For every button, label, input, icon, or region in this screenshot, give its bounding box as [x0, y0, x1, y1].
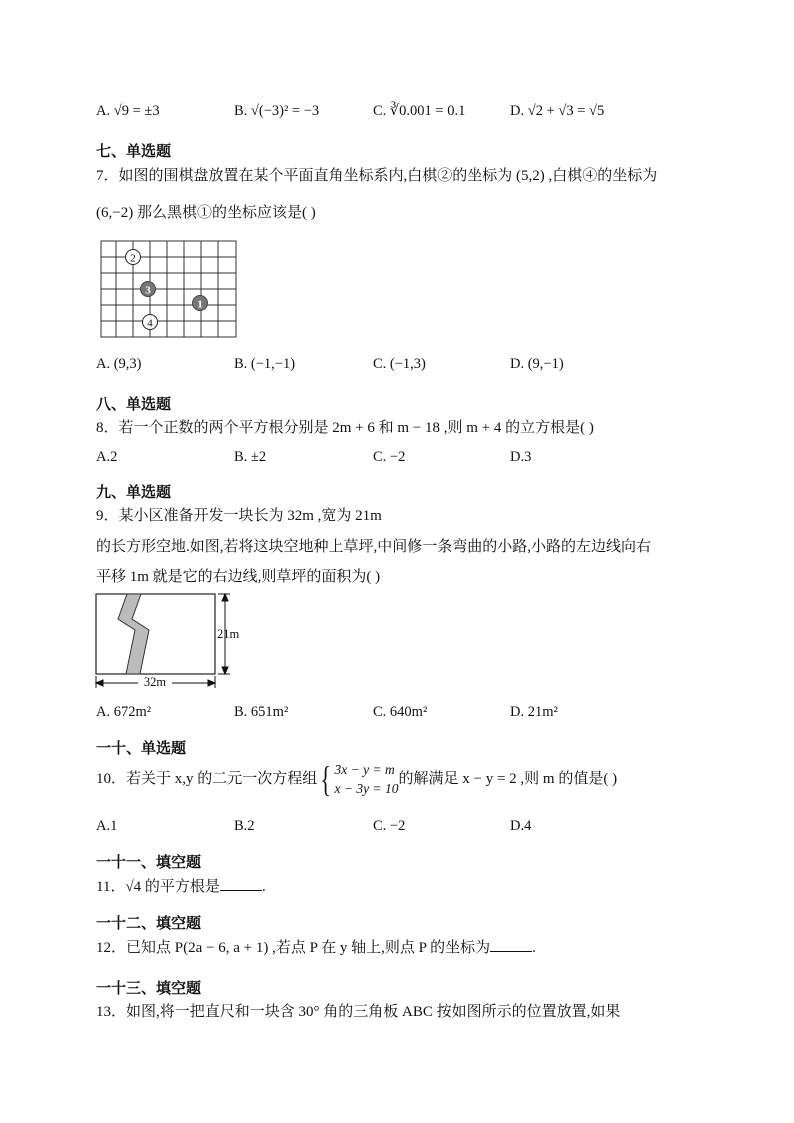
q13-section-heading: 一十三、填空题 — [96, 979, 202, 997]
equation-1: 3x − y = m — [334, 762, 395, 777]
height-label: 21m — [217, 627, 240, 641]
system-brace: { — [320, 759, 332, 799]
q10-option-d: D.4 — [510, 818, 532, 834]
q9-option-d: D. 21m² — [510, 704, 558, 720]
q6-option-a: A. √9 = ±3 — [96, 103, 160, 119]
q7-option-d: D. (9,−1) — [510, 356, 564, 372]
q8-option-c: C. −2 — [373, 449, 406, 465]
width-label: 32m — [143, 675, 167, 689]
q8-option-d: D.3 — [510, 449, 532, 465]
black-stone-1 — [193, 296, 208, 311]
svg-text:2: 2 — [130, 252, 136, 265]
q12-text: 12．已知点 P(2a − 6, a + 1) ,若点 P 在 y 轴上,则点 P 的坐标为 — [96, 940, 491, 956]
q12-question — [96, 936, 536, 957]
white-stone-2 — [126, 250, 141, 265]
q9-question-line1: 9．某小区准备开发一块长为 32m ,宽为 21m — [96, 508, 382, 524]
q8-option-a: A.2 — [96, 449, 118, 465]
q9-option-c: C. 640m² — [373, 704, 428, 720]
q12-answer-blank[interactable] — [490, 937, 532, 952]
q10-option-b: B.2 — [234, 818, 255, 834]
q9-question-line2: 的长方形空地.如图,若将这块空地种上草坪,中间修一条弯曲的小路,小路的左边线向右 — [96, 539, 652, 555]
q12-end: . — [532, 940, 536, 956]
q11-end: . — [261, 879, 266, 895]
q8-section-heading: 八、单选题 — [96, 395, 172, 413]
lawn-rectangle — [96, 594, 215, 674]
q7-option-a: A. (9,3) — [96, 356, 142, 372]
q12-section-heading: 一十二、填空题 — [96, 914, 202, 932]
equation-system — [335, 760, 399, 798]
q6-option-c: C. ∛0.001 = 0.1 — [373, 103, 466, 119]
q9-option-b: B. 651m² — [234, 704, 289, 720]
q11-answer-blank[interactable] — [220, 876, 262, 891]
white-stone-3 — [141, 282, 156, 297]
svg-text:1: 1 — [197, 298, 203, 311]
q7-question-line2: (6,−2) 那么黑棋①的坐标应该是( ) — [96, 205, 316, 221]
q13-question: 13．如图,将一把直尺和一块含 30° 角的三角板 ABC 按如图所示的位置放置,如果 — [96, 1004, 621, 1020]
go-board-grid — [101, 241, 236, 337]
q9-section-heading: 九、单选题 — [96, 483, 172, 501]
q8-question: 8．若一个正数的两个平方根分别是 2m + 6 和 m − 18 ,则 m + 4 的立方根是( ) — [96, 420, 594, 436]
q10-option-c: C. −2 — [373, 818, 406, 834]
q11-question — [96, 875, 266, 896]
q11-text: 11．√4 的平方根是 — [96, 879, 220, 895]
q10-option-a: A.1 — [96, 818, 118, 834]
q10-section-heading: 一十、单选题 — [96, 739, 187, 757]
q10-question — [96, 760, 617, 798]
q6-option-d: D. √2 + √3 = √5 — [510, 103, 605, 119]
lawn-path-figure — [94, 592, 254, 690]
q7-option-b: B. (−1,−1) — [234, 356, 296, 372]
go-board-figure — [100, 240, 240, 340]
q6-option-b: B. √(−3)² = −3 — [234, 103, 320, 119]
white-stone-4 — [143, 315, 158, 330]
q7-option-c: C. (−1,3) — [373, 356, 426, 372]
q10-suffix: 的解满足 x − y = 2 ,则 m 的值是( ) — [398, 771, 618, 787]
q9-question-line3: 平移 1m 就是它的右边线,则草坪的面积为( ) — [96, 569, 381, 585]
q9-option-a: A. 672m² — [96, 704, 152, 720]
q8-option-b: B. ±2 — [234, 449, 267, 465]
q7-question-line1: 7．如图的围棋盘放置在某个平面直角坐标系内,白棋②的坐标为 (5,2) ,白棋④的坐标为 — [96, 168, 658, 184]
svg-text:4: 4 — [147, 317, 153, 330]
q11-section-heading: 一十一、填空题 — [96, 853, 202, 871]
equation-2: x − 3y = 10 — [334, 781, 399, 796]
q7-section-heading: 七、单选题 — [96, 142, 172, 160]
q10-prefix: 10．若关于 x,y 的二元一次方程组 — [96, 771, 318, 787]
svg-text:3: 3 — [145, 284, 151, 297]
